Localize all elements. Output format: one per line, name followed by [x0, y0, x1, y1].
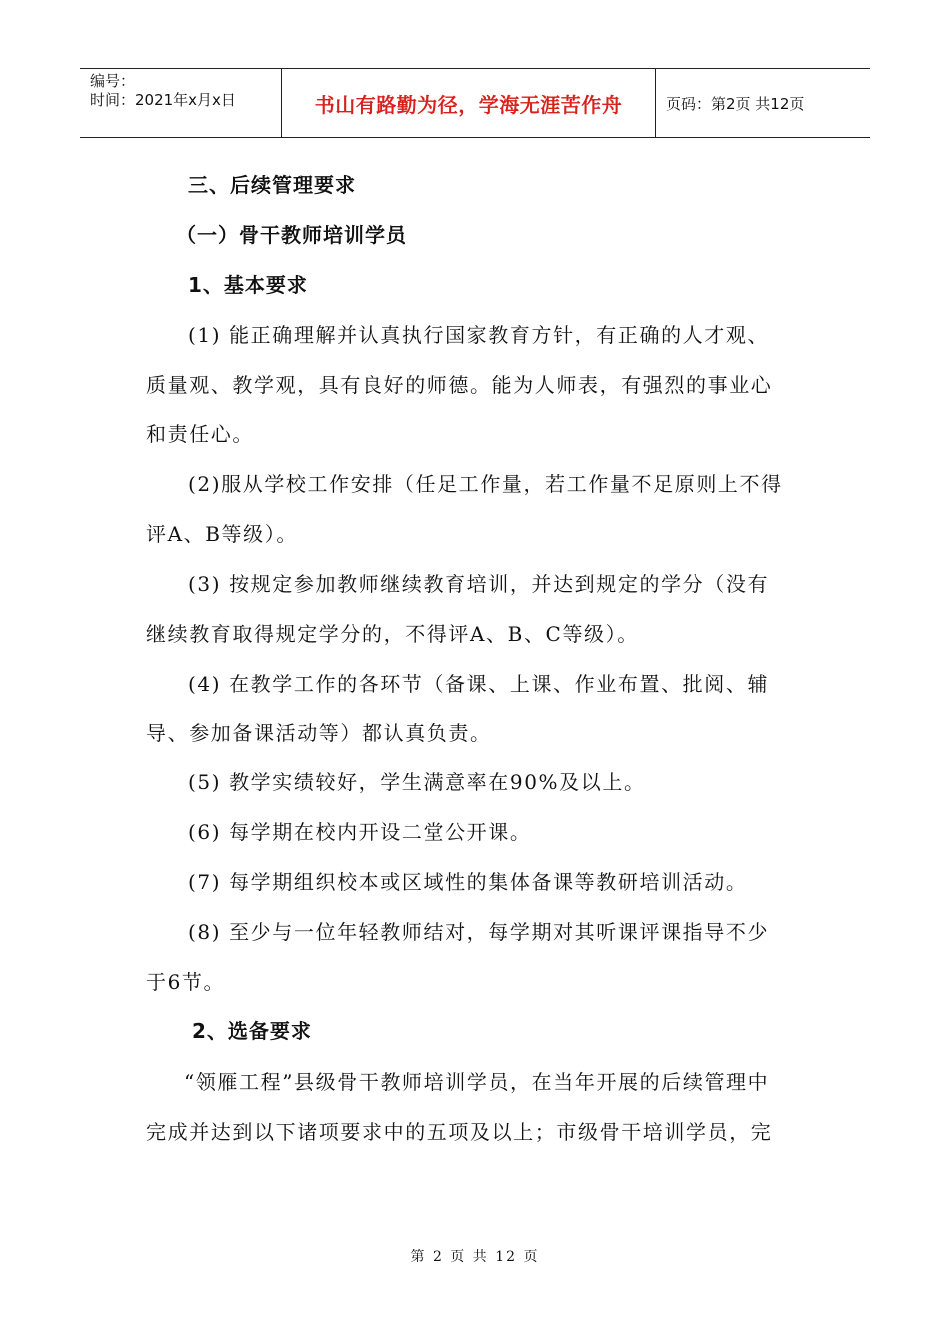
time-label: 时间：2021年x月x日	[90, 91, 236, 109]
item4-line2: 导、参加备课活动等）都认真负责。	[146, 721, 492, 745]
item2-line2: 评A、B等级）。	[146, 522, 298, 546]
item3-line1: (3) 按规定参加教师继续教育培训，并达到规定的学分（没有	[188, 572, 770, 596]
header-motto: 书山有路勤为径，学海无涯苦作舟	[282, 69, 656, 137]
subsection-title: （一）骨干教师培训学员	[176, 223, 407, 247]
number-label: 编号：	[90, 72, 136, 90]
header-table	[80, 68, 870, 138]
item8-line1: (8) 至少与一位年轻教师结对，每学期对其听课评课指导不少	[188, 920, 770, 944]
select-line1: “领雁工程”县级骨干教师培训学员，在当年开展的后续管理中	[184, 1070, 770, 1094]
section-title: 三、后续管理要求	[188, 173, 356, 197]
item6: (6) 每学期在校内开设二堂公开课。	[188, 820, 532, 844]
header-meta	[80, 69, 282, 137]
header-page-info: 页码：第2页 共12页	[666, 94, 805, 113]
item2-line1: (2)服从学校工作安排（任足工作量，若工作量不足原则上不得	[188, 472, 783, 496]
select-requirements-title: 2、选备要求	[192, 1019, 312, 1043]
item1-line1: (1) 能正确理解并认真执行国家教育方针，有正确的人才观、	[188, 323, 770, 347]
select-line2: 完成并达到以下诸项要求中的五项及以上；市级骨干培训学员，完	[146, 1120, 773, 1144]
item1-line3: 和责任心。	[146, 422, 254, 446]
item1-line2: 质量观、教学观，具有良好的师德。能为人师表，有强烈的事业心	[146, 373, 773, 397]
basic-requirements-title: 1、基本要求	[188, 273, 308, 297]
item3-line2: 继续教育取得规定学分的，不得评A、B、C等级）。	[146, 622, 639, 646]
item5: (5) 教学实绩较好，学生满意率在90%及以上。	[188, 770, 646, 794]
page-footer: 第 2 页 共 12 页	[410, 1249, 540, 1265]
item4-line1: (4) 在教学工作的各环节（备课、上课、作业布置、批阅、辅	[188, 672, 770, 696]
item7: (7) 每学期组织校本或区域性的集体备课等教研培训活动。	[188, 870, 748, 894]
item8-line2: 于6节。	[146, 970, 226, 994]
